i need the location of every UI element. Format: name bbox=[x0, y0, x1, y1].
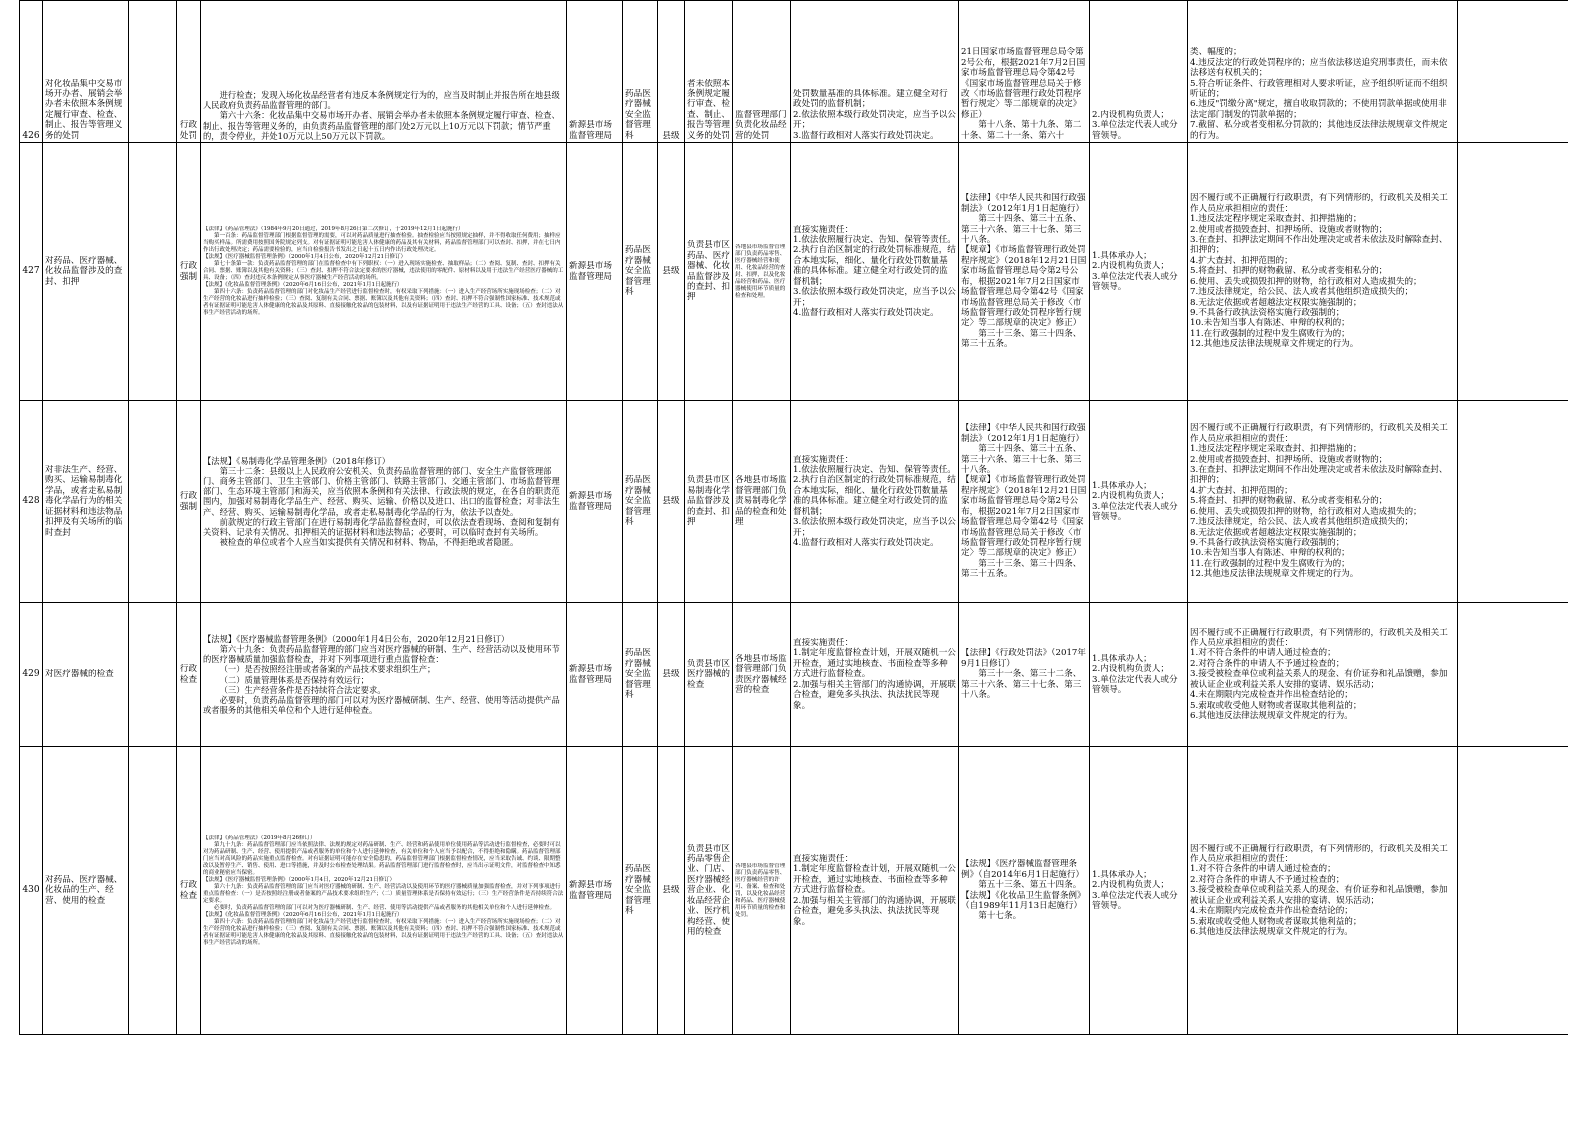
implementing-agency bbox=[567, 603, 623, 747]
paragraph: 【法规】《化妆品监督管理条例》（2020年6月16日公布，2021年1月1日起施行） bbox=[203, 282, 403, 288]
paragraph: 7.违反法律规定，给公民、法人或者其他组织造成损失的； bbox=[1190, 517, 1414, 528]
paragraph: 3.单位法定代表人或分管领导。 bbox=[1092, 120, 1178, 141]
paragraph: 7.截留、私分或者变相私分罚款的；其他违反法律法规规章文件规定的行为。 bbox=[1190, 120, 1448, 141]
row-number bbox=[20, 747, 43, 1035]
duty-scope bbox=[685, 401, 733, 603]
paragraph: 第六十六条：化妆品集中交易市场开办者、展销会举办者未依照本条例规定履行审查、检查、制止、报告等管理义务的，由负责药品监督管理的部门处2万元以上10万元以下罚款；情节严重的，责令停业，并处10万元以上50万元以下罚款。 bbox=[203, 110, 560, 141]
paragraph: 2.内设机构负责人； bbox=[1092, 109, 1169, 120]
paragraph: 2.使用或者损毁查封、扣押场所、设施或者财物的； bbox=[1190, 454, 1388, 465]
row-number-text: 430 bbox=[22, 885, 40, 896]
paragraph: 因不履行或不正确履行行政职责，有下列情形的，行政机关及相关工作人员应承担相应的责任： bbox=[1190, 423, 1448, 444]
admin-level bbox=[658, 603, 685, 747]
paragraph: 1.制定年度监督检查计划，开展双随机一公开检查，通过实地核查、书面检查等多种方式进行监督检查。 bbox=[793, 648, 956, 680]
responsible-dept bbox=[623, 401, 658, 603]
item-name-text: 对药品、医疗器械、化妆品监督涉及的查封、扣押 bbox=[45, 255, 123, 287]
power-type bbox=[177, 401, 201, 603]
paragraph: 4.监督行政相对人落实行政处罚决定。 bbox=[793, 307, 939, 318]
duty-scope-text: 负责县市区药品零售企业、门店、医疗器械经营企业、化妆品经营企业、医疗机构经营、使用的检查 bbox=[687, 843, 730, 937]
paragraph: 3.在查封、扣押法定期间不作出处理决定或者未依法及时解除查封、扣押的； bbox=[1190, 235, 1448, 256]
paragraph: 1.具体承办人； bbox=[1092, 250, 1152, 261]
paragraph: 5.索取或收受他人财物或者谋取其他利益的； bbox=[1190, 700, 1362, 711]
paragraph: 9.不具备行政执法资格实施行政强制的； bbox=[1190, 307, 1345, 318]
admin-level-text: 县级 bbox=[662, 885, 680, 896]
paragraph: 9.不具备行政执法资格实施行政强制的； bbox=[1190, 537, 1345, 548]
implementing-agency-text: 新源县市场监督管理局 bbox=[569, 491, 612, 512]
paragraph: 第三十二条：县级以上人民政府公安机关、负责药品监督管理的部门、安全生产监督管理部门、商务主管部门、卫生主管部门、价格主管部门、铁路主管部门、交通主管部门、市场监督管理部门、生态环境主管部门和海关，应当依照本条例和有关法律、行政法规的规定，在各自的职责范围内，加强对易制毒化学品生产、经营、购买、运输、价格以及进口、出口的监督检查；对非法生产、经营、购买、运输易制毒化学品，或者走私易制毒化学品的行为，依法予以查处。 bbox=[203, 465, 560, 517]
legal-basis bbox=[201, 603, 567, 747]
paragraph: 8.无法定依据或者超越法定权限实施强制的； bbox=[1190, 297, 1362, 308]
responsibility-basis bbox=[959, 401, 1090, 603]
paragraph: 1.对不符合条件的申请人通过检查的； bbox=[1190, 864, 1336, 875]
row-number bbox=[20, 603, 43, 747]
paragraph: 【法律】《药品管理法》（2019年8月26修订） bbox=[203, 834, 316, 841]
paragraph: 3.在查封、扣押法定期间不作出处理决定或者未依法及时解除查封、扣押的； bbox=[1190, 465, 1448, 486]
responsible-dept bbox=[623, 1, 658, 143]
duty-scope-text: 负责县市区易制毒化学品监督涉及的查封、扣押 bbox=[687, 475, 730, 528]
responsibility bbox=[791, 143, 959, 401]
paragraph: 【法规】《医疗器械监督管理条例》（2000年1月4日公布，2020年12月21日修订） bbox=[203, 633, 510, 644]
legal-basis bbox=[201, 401, 567, 603]
paragraph: 【法律】《中华人民共和国行政强制法》（2012年1月1日起施行） bbox=[961, 193, 1086, 214]
legal-basis bbox=[201, 143, 567, 401]
paragraph: 直接实施责任： bbox=[793, 454, 854, 465]
paragraph: 3.依法依照本级行政处罚决定，应当予以公开； bbox=[793, 517, 956, 538]
accountability-items bbox=[1188, 1, 1458, 143]
item-name-text: 对非法生产、经营、购买、运输易制毒化学品，或者走私易制毒化学品行为的相关证据材料和违法物品扣押及有关场所的临时查封 bbox=[45, 465, 123, 538]
item-name bbox=[43, 143, 129, 401]
power-type-text: 行政处罚 bbox=[179, 120, 198, 141]
paragraph: 2.执行自治区制定的行政处罚标准规范，结合本地实际，细化、量化行政处罚数量基准的具体标准。建立健全对行政处罚的监督机制； bbox=[793, 245, 956, 287]
remarks bbox=[1458, 1, 1569, 143]
table-row bbox=[20, 603, 1569, 747]
row-number-text: 426 bbox=[22, 130, 40, 141]
paragraph: 2.使用或者损毁查封、扣押场所、设施或者财物的； bbox=[1190, 224, 1388, 235]
paragraph: 类、幅度的； bbox=[1190, 47, 1242, 58]
local-duty bbox=[733, 143, 791, 401]
power-type-text: 行政强制 bbox=[179, 491, 198, 512]
paragraph: 4.违反法定的行政处罚程序的；应当依法移送追究刑事责任，而未依法移送有权机关的； bbox=[1190, 57, 1448, 79]
paragraph: 6.其他违反法律法规规章文件规定的行为。 bbox=[1190, 926, 1353, 937]
paragraph: 【法律】《中华人民共和国行政强制法》（2012年1月1日起施行） bbox=[961, 423, 1086, 444]
paragraph: 第九十九条：药品监督管理部门应当依照法律、法规的规定对药品研制、生产、经营和药品使用单位使用药品等活动进行监督检查，必要时可以对为药品研制、生产、经营、使用提供产品或者服务的单位和个人进行延伸检查，有关单位和个人应当予以配合，不得拒绝和隐瞒。药品监督管理部门应当对高风险的药品实施重点监督检查。对有证据证明可能存在安全隐患的，药品监督管理部门根据监督检查情况，应当采取告诫、约谈、限期整改以及暂停生产、销售、使用、进口等措施，并及时公布检查处理结果。药品监督管理部门进行监督检查时，应当出示证明文件，对监督检查中知悉的商业秘密应当保密。 bbox=[203, 841, 561, 876]
accountable-subject bbox=[1090, 603, 1188, 747]
paragraph: 3.依法依照本级行政处罚决定，应当予以公开； bbox=[793, 287, 956, 308]
paragraph: 2.对符合条件的申请人不予通过检查的； bbox=[1190, 658, 1345, 669]
paragraph: 处罚数量基准的具体标准。建立健全对行政处罚的监督机制； bbox=[793, 88, 948, 110]
paragraph: 2.内设机构负责人； bbox=[1092, 664, 1169, 675]
paragraph: 2.执行自治区制定的行政处罚标准规范，结合本地实际，细化、量化行政处罚数量基准的具体标准。建立健全对行政处罚的监督机制； bbox=[793, 475, 956, 517]
paragraph: 1.违反法定程序规定采取查封、扣押措施的； bbox=[1190, 214, 1362, 225]
power-type-text: 行政检查 bbox=[179, 664, 198, 685]
paragraph: 【法规】《医疗器械监督管理条例》（2000年1月4日公布，2020年12月21日修订） bbox=[203, 254, 406, 260]
paragraph: 【法律】《药品管理法》（1984年9月20日通过，2019年8月26日第二次修订，于2019年12月1日起施行） bbox=[203, 226, 464, 232]
paragraph: 6.使用、丢失或损毁扣押的财物，给行政相对人造成损失的； bbox=[1190, 276, 1422, 287]
paragraph: 【规章】《市场监督管理行政处罚程序规定》（2018年12月21日国家市场监督管理总局令第2号公布，根据2021年7月2日国家市场监督管理总局令第42号《国家市场监督管理总局关于修改〈市场监督管理行政处罚程序暂行规定〉等二部规章的决定》修正） bbox=[961, 245, 1087, 329]
paragraph: 直接实施责任： bbox=[793, 224, 854, 235]
responsible-dept bbox=[623, 747, 658, 1035]
paragraph: 进行检查；发现入场化妆品经营者有违反本条例规定行为的，应当及时制止并报告所在地县级人民政府负责药品监督管理的部门。 bbox=[203, 89, 560, 111]
implementing-agency-text: 新源县市场监督管理局 bbox=[569, 261, 612, 282]
item-name bbox=[43, 1, 129, 143]
paragraph: 3.单位法定代表人或分管领导。 bbox=[1092, 501, 1178, 522]
accountable-subject bbox=[1090, 143, 1188, 401]
paragraph: 被检查的单位或者个人应当如实提供有关情况和材料、物品，不得拒绝或者隐匿。 bbox=[219, 537, 519, 548]
row-number-text: 429 bbox=[22, 669, 40, 680]
paragraph: 6.违反"罚缴分离"规定，擅自收取罚款的；不使用罚款单据或使用非法定部门制发的罚款单据的； bbox=[1190, 99, 1447, 120]
accountable-subject bbox=[1090, 747, 1188, 1035]
paragraph: 1.制定年度监督检查计划，开展双随机一公开检查，通过实地核查、书面检查等多种方式进行监督检查。 bbox=[793, 864, 956, 896]
paragraph: 4.监督行政相对人落实行政处罚决定。 bbox=[793, 537, 939, 548]
paragraph: 3.监督行政相对人落实行政处罚决定。 bbox=[793, 130, 939, 141]
power-type bbox=[177, 1, 201, 143]
row-number bbox=[20, 401, 43, 603]
responsibility bbox=[791, 401, 959, 603]
admin-level-text: 县级 bbox=[662, 266, 680, 277]
power-type-text: 行政强制 bbox=[179, 261, 198, 282]
paragraph: 直接实施责任： bbox=[793, 854, 854, 865]
row-number-text: 427 bbox=[22, 266, 40, 277]
paragraph: （三）生产经营条件是否持续符合法定要求。 bbox=[219, 684, 386, 695]
paragraph: 第三十三条、第三十四条、第三十五条。 bbox=[961, 558, 1082, 580]
paragraph: 【法规】《化妆品监督管理条例》（2020年6月16日公布，2021年1月1日起施行） bbox=[203, 911, 403, 918]
paragraph: 因不履行或不正确履行行政职责，有下列情形的，行政机关及相关工作人员应承担相应的责任： bbox=[1190, 627, 1448, 649]
paragraph: 1.依法依照履行决定、告知、保管等责任。 bbox=[793, 465, 956, 476]
paragraph: 6.使用、丢失或损毁扣押的财物，给行政相对人造成损失的； bbox=[1190, 506, 1422, 517]
paragraph: 2.对符合条件的申请人不予通过检查的； bbox=[1190, 874, 1345, 885]
responsibility-basis bbox=[959, 1, 1090, 143]
paragraph: 5.索取或收受他人财物或者谋取其他利益的； bbox=[1190, 916, 1362, 927]
power-type bbox=[177, 747, 201, 1035]
item-name bbox=[43, 401, 129, 603]
sub-item bbox=[129, 603, 177, 747]
paragraph: 3.单位法定代表人或分管领导。 bbox=[1092, 674, 1178, 695]
paragraph: 第三十四条、第三十五条、第三十六条、第三十七条、第三十八条。 bbox=[961, 214, 1082, 246]
responsibility bbox=[791, 1, 959, 143]
paragraph: 第十七条。 bbox=[978, 911, 1022, 922]
paragraph: 1.具体承办人； bbox=[1092, 480, 1152, 491]
list-table-sheet bbox=[19, 0, 1568, 1035]
responsible-dept-text: 药品医疗器械安全监督管理科 bbox=[625, 864, 651, 917]
item-name-text: 对药品、医疗器械、化妆品的生产、经营、使用的检查 bbox=[45, 874, 123, 906]
admin-level-text: 县级 bbox=[662, 496, 680, 507]
paragraph: 21日国家市场监督管理总局令第2号公布，根据2021年7月2日国家市场监督管理总局令第42号《国家市场监督管理总局关于修改〈市场监督管理行政处罚程序暂行规定〉等二部规章的决定》修正） bbox=[961, 47, 1086, 120]
paragraph: 1.具体承办人； bbox=[1092, 869, 1152, 880]
paragraph: 必要时，负责药品监督管理的部门可以对为医疗器械研制、生产、经营、使用等活动提供产品或者服务的其他相关单位和个人进行延伸检查。 bbox=[214, 904, 556, 911]
sub-item bbox=[129, 143, 177, 401]
remarks bbox=[1458, 603, 1569, 747]
power-type bbox=[177, 603, 201, 747]
duty-scope bbox=[685, 143, 733, 401]
admin-level-text: 县级 bbox=[662, 669, 680, 680]
paragraph: 5.将查封、扣押的财物截留、私分或者变相私分的； bbox=[1190, 266, 1388, 277]
admin-level bbox=[658, 143, 685, 401]
responsible-dept-text: 药品医疗器械安全监督管理科 bbox=[625, 245, 651, 298]
paragraph: 5.符合听证条件、行政管理相对人要求听证，应予组织听证而不组织听证的； bbox=[1190, 78, 1448, 99]
paragraph: 第三十三条、第三十四条、第三十五条。 bbox=[961, 328, 1082, 350]
responsibility bbox=[791, 603, 959, 747]
paragraph: 前款规定的行政主管部门在进行易制毒化学品监督检查时，可以依法查看现场、查阅和复制有关资料、记录有关情况、扣押相关的证据材料和违法物品；必要时，可以临时查封有关场所。 bbox=[203, 516, 560, 537]
table-row bbox=[20, 143, 1569, 401]
paragraph: 【法规】《医疗器械监督管理条例》（2000年1月4日，2020年12月21日修订） bbox=[203, 876, 395, 883]
paragraph: 2.内设机构负责人； bbox=[1092, 491, 1169, 502]
paragraph: （二）质量管理体系是否保持有效运行； bbox=[219, 674, 369, 685]
local-duty-text: 监督管理部门负责化妆品经营的处罚 bbox=[735, 109, 787, 141]
admin-level bbox=[658, 747, 685, 1035]
power-type bbox=[177, 143, 201, 401]
responsible-dept-text: 药品医疗器械安全监督管理科 bbox=[625, 88, 651, 141]
implementing-agency-text: 新源县市场监督管理局 bbox=[569, 664, 612, 685]
paragraph: 12.其他违反法律法规规章文件规定的行为。 bbox=[1190, 339, 1359, 350]
paragraph: 1.依法依照履行决定、告知、保管等责任。 bbox=[793, 235, 956, 246]
local-duty bbox=[733, 1, 791, 143]
responsibility-basis bbox=[959, 603, 1090, 747]
power-type-text: 行政检查 bbox=[179, 880, 198, 901]
paragraph: 4.扩大查封、扣押范围的； bbox=[1190, 255, 1293, 266]
paragraph: 【法律】《行政处罚法》（2017年9月1日修订） bbox=[961, 648, 1086, 669]
table-row bbox=[20, 1, 1569, 143]
paragraph: 11.在行政强制的过程中发生腐败行为的； bbox=[1190, 558, 1350, 569]
paragraph: 第三十一条、第三十二条、第三十六条、第三十七条、第三十八条。 bbox=[961, 669, 1082, 701]
duty-scope-text: 负责县市区药品、医疗器械、化妆品监督涉及的查封、扣押 bbox=[687, 240, 730, 303]
duty-scope bbox=[685, 603, 733, 747]
implementing-agency bbox=[567, 747, 623, 1035]
implementing-agency-text: 新源县市场监督管理局 bbox=[569, 120, 612, 141]
local-duty-text: 各地县市场监督管理部门负责药品零售、医疗器械经营和使用、化妆品经营的查封、扣押，以及化妆品经营和药品、医疗器械使用环节质量的检查和处理。 bbox=[735, 243, 786, 299]
implementing-agency bbox=[567, 401, 623, 603]
paragraph: 【法规】《医疗器械监督管理条例》（自2014年6月1日起施行） bbox=[961, 859, 1085, 880]
duty-scope-text: 者未依照本条例规定履行审查、检查、制止、报告等管理义务的处罚 bbox=[687, 78, 730, 141]
item-name bbox=[43, 603, 129, 747]
paragraph: 3.接受被检查单位或利益关系人的现金、有价证券和礼品馈赠，参加被认证企业或利益关系人安排的宴请、娱乐活动； bbox=[1190, 669, 1448, 690]
accountability-items bbox=[1188, 143, 1458, 401]
implementing-agency-text: 新源县市场监督管理局 bbox=[569, 880, 612, 901]
responsible-dept-text: 药品医疗器械安全监督管理科 bbox=[625, 475, 651, 528]
paragraph: 第十八条、第十九条、第二十条、第二十一条、第六十 bbox=[961, 120, 1082, 141]
paragraph: （一）是否按照经注册或者备案的产品技术要求组织生产； bbox=[219, 664, 436, 675]
accountable-subject bbox=[1090, 1, 1188, 143]
paragraph: 【规章】《市场监督管理行政处罚程序规定》（2018年12月21日国家市场监督管理总局令第2号公布，根据2021年7月2日国家市场监督管理总局令第42号《国家市场监督管理总局关于修改〈市场监督管理行政处罚程序暂行规定〉等二部规章的决定》修正） bbox=[961, 475, 1087, 559]
responsible-dept bbox=[623, 143, 658, 401]
paragraph: 2.加强与相关主管部门的沟通协调，开展联合检查，避免多头执法、执法扰民等现象。 bbox=[793, 895, 956, 927]
responsibility-basis bbox=[959, 143, 1090, 401]
paragraph: 第四十六条：负责药品监督管理的部门对化妆品生产经营进行监督检查时，有权采取下列措施：（一）进入生产经营场所实施现场检查；（二）对生产经营的化妆品进行抽样检验；（三）查阅、复制有关合同、票据、账簿以及其他有关资料；（四）查封、扣押不符合强制性国家标准、技术规范或者有证据证明可能危害人体健康的化妆品及其原料、直接接触化妆品的包装材料，以及有证据证明用于违法生产经营的工具、设备；（五）查封违法从事生产经营活动的场所。 bbox=[203, 289, 564, 316]
sub-item bbox=[129, 1, 177, 143]
paragraph: 1.对不符合条件的申请人通过检查的； bbox=[1190, 648, 1336, 659]
responsibility bbox=[791, 747, 959, 1035]
row-number bbox=[20, 1, 43, 143]
paragraph: 12.其他违反法律法规规章文件规定的行为。 bbox=[1190, 569, 1359, 580]
paragraph: 第五十三条、第五十四条。 bbox=[978, 880, 1082, 891]
row-number bbox=[20, 143, 43, 401]
paragraph: 11.在行政强制的过程中发生腐败行为的； bbox=[1190, 328, 1350, 339]
accountability-items bbox=[1188, 603, 1458, 747]
sub-item bbox=[129, 401, 177, 603]
paragraph: 4.未在期限内完成检查并作出检查结论的； bbox=[1190, 690, 1353, 701]
paragraph: 直接实施责任： bbox=[793, 638, 854, 649]
duty-scope bbox=[685, 747, 733, 1035]
row-number-text: 428 bbox=[22, 496, 40, 507]
responsibility-basis bbox=[959, 747, 1090, 1035]
paragraph: 5.将查封、扣押的财物截留、私分或者变相私分的； bbox=[1190, 496, 1388, 507]
item-name-text: 对医疗器械的检查 bbox=[45, 669, 114, 680]
paragraph: 2.依法依照本级行政处罚决定，应当予以公开； bbox=[793, 109, 956, 131]
paragraph: 1.违反法定程序规定采取查封、扣押措施的； bbox=[1190, 444, 1362, 455]
local-duty bbox=[733, 401, 791, 603]
admin-level bbox=[658, 401, 685, 603]
table-row bbox=[20, 747, 1569, 1035]
paragraph: 7.违反法律规定，给公民、法人或者其他组织造成损失的； bbox=[1190, 287, 1414, 298]
paragraph: 2.内设机构负责人； bbox=[1092, 880, 1169, 891]
paragraph: 第六十九条：负责药品监督管理的部门应当对医疗器械的研制、生产、经营活动以及使用环节的医疗器械质量加强监督检查，并对下列事项进行重点监督检查： bbox=[203, 643, 560, 665]
accountable-subject bbox=[1090, 401, 1188, 603]
paragraph: 第四十六条：负责药品监督管理的部门对化妆品生产经营进行监督检查时，有权采取下列措施：（一）进入生产经营场所实施现场检查；（二）对生产经营的化妆品进行抽样检验；（三）查阅、复制有关合同、票据、账簿以及其他有关资料；（四）查封、扣押不符合强制性国家标准、技术规范或者有证据证明可能危害人体健康的化妆品及其原料、直接接触化妆品的包装材料，以及有证据证明用于违法生产经营的工具、设备；（五）查封违法从事生产经营活动的场所。 bbox=[203, 918, 564, 946]
accountability-items bbox=[1188, 747, 1458, 1035]
paragraph: 因不履行或不正确履行行政职责，有下列情形的，行政机关及相关工作人员应承担相应的责任： bbox=[1190, 193, 1448, 214]
paragraph: 8.无法定依据或者超越法定权限实施强制的； bbox=[1190, 527, 1362, 538]
local-duty bbox=[733, 747, 791, 1035]
duty-scope-text: 负责县市区医疗器械的检查 bbox=[687, 658, 730, 690]
paragraph: 2.加强与相关主管部门的沟通协调，开展联合检查，避免多头执法、执法扰民等现象。 bbox=[793, 679, 956, 711]
item-name-text: 对化妆品集中交易市场开办者、展销会举办者未依照本条例规定履行审查、检查、制止、报告等管理义务的处罚 bbox=[45, 78, 123, 141]
paragraph: 10.未告知当事人有陈述、申辩的权利的； bbox=[1190, 318, 1350, 329]
remarks bbox=[1458, 401, 1569, 603]
paragraph: 第一百条：药品监督管理部门根据监督管理的需要，可以对药品质量进行抽查检验。抽查检验应当按照规定抽样，并不得收取任何费用；抽样应当购买样品。所需费用按照国务院规定列支。对有证据证明可能危害人体健康的药品及其有关材料，药品监督管理部门可以查封、扣押，并在七日内作出行政处理决定；药品需要检验的，应当自检验报告书发出之日起十五日内作出行政处理决定。 bbox=[203, 233, 561, 253]
accountability-items bbox=[1188, 401, 1458, 603]
paragraph: 第七十条第一款：负责药品监督管理的部门在监督检查中有下列职权：（一）进入现场实施检查、抽取样品；（二）查阅、复制、查封、扣押有关合同、票据、账簿以及其他有关资料；（三）查封、扣押不符合法定要求的医疗器械，违法使用的零配件、原材料以及用于违法生产经营医疗器械的工具、设备；（四）查封违反本条例规定从事医疗器械生产经营活动的场所。 bbox=[203, 261, 564, 281]
responsible-dept bbox=[623, 603, 658, 747]
admin-level-text: 县级 bbox=[662, 130, 680, 141]
paragraph: 【法规】《易制毒化学品管理条例》（2018年修订） bbox=[203, 455, 391, 466]
paragraph: 4.扩大查封、扣押范围的； bbox=[1190, 485, 1293, 496]
paragraph: 10.未告知当事人有陈述、申辩的权利的； bbox=[1190, 548, 1350, 559]
local-duty-text: 各地县市场监督管理部门负责医疗器械经营的检查 bbox=[735, 653, 787, 695]
paragraph: 3.单位法定代表人或分管领导。 bbox=[1092, 890, 1178, 911]
implementing-agency bbox=[567, 1, 623, 143]
power-list-table bbox=[19, 0, 1568, 1035]
paragraph: 第六十九条：负责药品监督管理的部门应当对医疗器械的研制、生产、经营活动以及使用环节的医疗器械质量加强监督检查，并对下列事项进行重点监督检查：（一）是否按照经注册或者备案的产品技术要求组织生产；（二）质量管理体系是否保持有效运行；（三）生产经营条件是否持续符合法定要求。 bbox=[203, 883, 564, 904]
legal-basis bbox=[201, 747, 567, 1035]
table-row bbox=[20, 401, 1569, 603]
remarks bbox=[1458, 143, 1569, 401]
paragraph: 因不履行或不正确履行行政职责，有下列情形的，行政机关及相关工作人员应承担相应的责任： bbox=[1190, 843, 1448, 865]
paragraph: 2.内设机构负责人； bbox=[1092, 261, 1169, 272]
paragraph: 【法规】《化妆品卫生监督条例》（自1989年11月13日起施行） bbox=[961, 890, 1086, 911]
local-duty bbox=[733, 603, 791, 747]
sub-item bbox=[129, 747, 177, 1035]
paragraph: 必要时，负责药品监督管理的部门可以对为医疗器械研制、生产、经营、使用等活动提供产品或者服务的其他相关单位和个人进行延伸检查。 bbox=[203, 694, 560, 716]
local-duty-text: 各地县市场监督管理部门负责易制毒化学品的检查和处理 bbox=[735, 475, 787, 528]
legal-basis bbox=[201, 1, 567, 143]
implementing-agency bbox=[567, 143, 623, 401]
paragraph: 4.未在期限内完成检查并作出检查结论的； bbox=[1190, 906, 1353, 917]
paragraph: 1.具体承办人； bbox=[1092, 653, 1152, 664]
remarks bbox=[1458, 747, 1569, 1035]
local-duty-text: 各地县市场监督管理部门负责药品零售、医疗器械经营的许可、备案、检查和处罚，以及化妆品经营和药品、医疗器械使用环节质量的检查和处罚。 bbox=[735, 862, 786, 918]
paragraph: 6.其他违反法律法规规章文件规定的行为。 bbox=[1190, 710, 1353, 721]
item-name bbox=[43, 747, 129, 1035]
duty-scope bbox=[685, 1, 733, 143]
responsible-dept-text: 药品医疗器械安全监督管理科 bbox=[625, 648, 651, 701]
paragraph: 3.接受被检查单位或利益关系人的现金、有价证券和礼品馈赠，参加被认证企业或利益关系人安排的宴请、娱乐活动； bbox=[1190, 885, 1448, 906]
paragraph: 3.单位法定代表人或分管领导。 bbox=[1092, 271, 1178, 292]
paragraph: 第三十四条、第三十五条、第三十六条、第三十七条、第三十八条。 bbox=[961, 444, 1082, 476]
admin-level bbox=[658, 1, 685, 143]
